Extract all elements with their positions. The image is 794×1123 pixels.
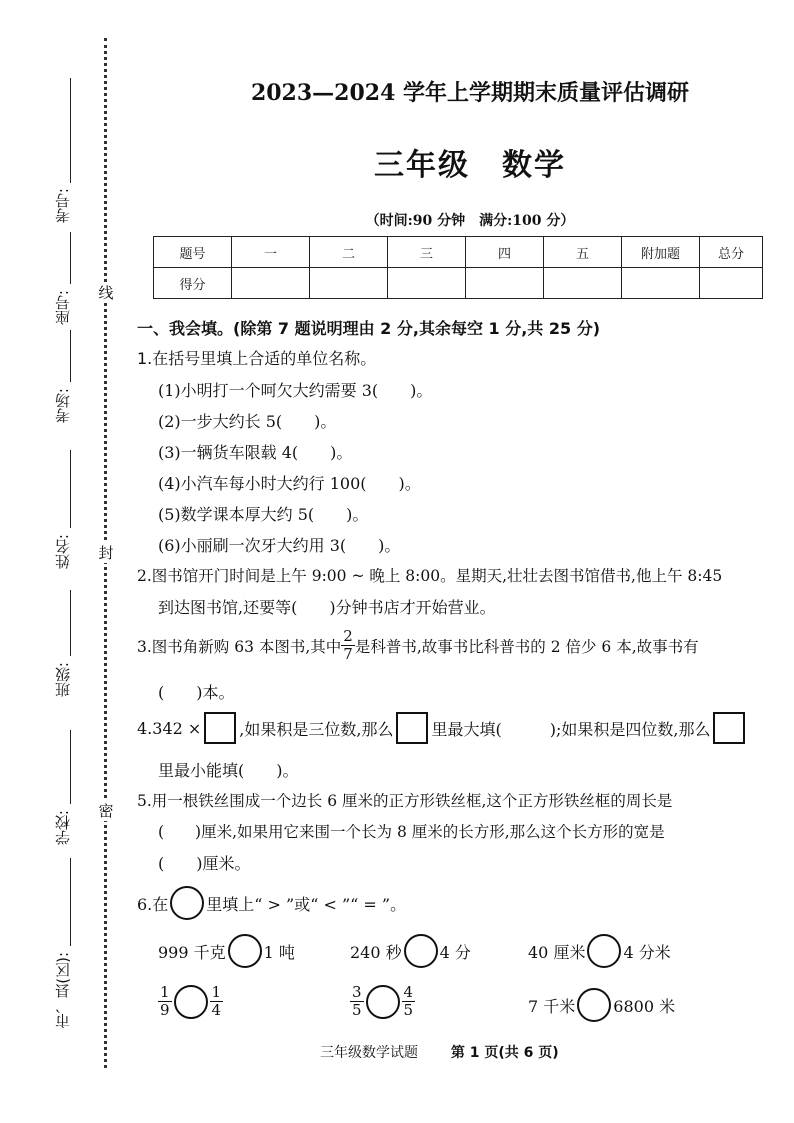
q6-c3-right: 4 分米	[623, 942, 671, 962]
q6-compare-5	[350, 984, 415, 1019]
score-cell-3[interactable]	[388, 268, 466, 299]
q3-fraction-denominator: 7	[343, 645, 353, 663]
q3-line-1	[137, 628, 699, 663]
q3-pre: 3.图书角新购 63 本图书,其中	[137, 637, 342, 656]
q1-item-5: (5)数学课本厚大约 5( )。	[158, 505, 369, 524]
seal-char-line: 线	[96, 282, 116, 303]
q6-c5-left-den: 5	[352, 1001, 362, 1019]
name-line	[70, 450, 71, 528]
score-row-label: 得分	[154, 268, 232, 299]
footer	[320, 1042, 559, 1062]
q1-item-1: (1)小明打一个呵欠大约需要 3( )。	[158, 381, 433, 400]
q6-c5-right-fraction	[402, 984, 416, 1019]
q6-c6-circle[interactable]	[577, 988, 611, 1022]
q2-line-2: 到达图书馆,还要等( )分钟书店才开始营业。	[158, 598, 496, 617]
score-head-1: 一	[232, 237, 310, 268]
q4-part-b: ,如果积是三位数,那么	[239, 719, 394, 739]
q6-c1-right: 1 吨	[263, 942, 295, 962]
q3-line-2: ( )本。	[158, 683, 235, 702]
score-cell-bonus[interactable]	[622, 268, 700, 299]
time-info: （时间:90 分钟 满分:100 分）	[365, 213, 575, 229]
score-head-bonus: 附加题	[622, 237, 700, 268]
class-line	[70, 590, 71, 656]
q6-c4-circle[interactable]	[174, 985, 208, 1019]
seat-number-label: 座号:	[54, 290, 72, 326]
seat-number-field[interactable]	[52, 232, 74, 342]
section-1-heading: 一、我会填。(除第 7 题说明理由 2 分,其余每空 1 分,共 25 分)	[137, 319, 601, 338]
exam-title: 2023—2024 学年上学期期末质量评估调研	[250, 80, 690, 106]
q3-post: 是科普书,故事书比科普书的 2 倍少 6 本,故事书有	[354, 637, 699, 656]
q6-compare-1	[158, 934, 295, 968]
q4-box-2[interactable]	[396, 712, 428, 744]
q6-c5-left-num: 3	[352, 983, 362, 1001]
score-table-header-row	[154, 237, 763, 268]
q2-line-1: 2.图书馆开门时间是上午 9:00 ~ 晚上 8:00。星期天,壮壮去图书馆借书,他上午 8:45	[137, 567, 723, 585]
score-head-2: 二	[310, 237, 388, 268]
name-label: 姓名:	[54, 534, 72, 570]
q6-c5-circle[interactable]	[366, 985, 400, 1019]
score-table-score-row	[154, 268, 763, 299]
seal-char-seal: 封	[96, 542, 116, 563]
city-county-field[interactable]	[52, 858, 74, 1038]
q4-part-a: 4.342 ×	[137, 718, 202, 738]
q6-compare-6	[528, 988, 675, 1022]
footer-left: 三年级数学试题	[320, 1045, 418, 1061]
q6-c1-left: 999 千克	[158, 942, 226, 962]
q4-box-3[interactable]	[713, 712, 745, 744]
q1-item-4: (4)小汽车每小时大约行 100( )。	[158, 474, 421, 493]
footer-page: 第 1 页(共 6 页)	[450, 1045, 559, 1061]
score-table	[153, 236, 763, 299]
q6-compare-3	[528, 934, 671, 968]
school-line	[70, 730, 71, 804]
score-cell-1[interactable]	[232, 268, 310, 299]
score-head-3: 三	[388, 237, 466, 268]
city-county-line	[70, 858, 71, 946]
class-label: 班级:	[54, 662, 72, 698]
exam-number-label: 考号:	[54, 188, 72, 224]
q6-c3-circle[interactable]	[587, 934, 621, 968]
q6-c2-circle[interactable]	[404, 934, 438, 968]
score-head-total: 总分	[700, 237, 763, 268]
exam-room-line	[70, 330, 71, 382]
q6-c6-right: 6800 米	[613, 996, 676, 1016]
q6-c5-right-num: 4	[403, 983, 414, 1001]
exam-number-field[interactable]	[52, 78, 74, 238]
score-cell-2[interactable]	[310, 268, 388, 299]
q6-c2-right: 4 分	[439, 942, 471, 962]
q6-c4-right-fraction	[210, 984, 224, 1019]
q6-compare-4	[158, 984, 223, 1019]
q1-stem: 1.在括号里填上合适的单位名称。	[137, 349, 377, 368]
exam-number-line	[70, 78, 71, 183]
q6-c4-left-fraction	[158, 984, 172, 1019]
q6-stem-circle	[170, 886, 204, 920]
city-county-label: 市、县(区):	[54, 952, 72, 1029]
q1-item-3: (3)一辆货车限载 4( )。	[158, 443, 353, 462]
q6-part-a: 6.在	[137, 894, 169, 914]
q6-c4-left-num: 1	[160, 983, 170, 1001]
class-field[interactable]	[52, 590, 74, 710]
q6-c4-right-num: 1	[211, 983, 222, 1001]
q6-c4-left-den: 9	[160, 1001, 170, 1019]
q3-fraction	[341, 628, 355, 663]
q6-c2-left: 240 秒	[350, 942, 402, 962]
q4-box-1[interactable]	[204, 712, 236, 744]
score-head-4: 四	[466, 237, 544, 268]
name-field[interactable]	[52, 450, 74, 590]
q6-c5-left-fraction	[350, 984, 364, 1019]
q4-line-1	[137, 712, 748, 744]
score-head-label: 题号	[154, 237, 232, 268]
q4-line-2: 里最小能填( )。	[158, 761, 299, 780]
q4-part-c: 里最大填( );如果积是四位数,那么	[431, 719, 711, 739]
score-cell-total[interactable]	[700, 268, 763, 299]
school-label: 学校:	[54, 810, 72, 846]
q5-line-1: 5.用一根铁丝围成一个边长 6 厘米的正方形铁丝框,这个正方形铁丝框的周长是	[137, 792, 673, 810]
q1-item-2: (2)一步大约长 5( )。	[158, 412, 337, 431]
school-field[interactable]	[52, 730, 74, 850]
q3-fraction-numerator: 2	[343, 627, 353, 645]
q5-line-2: ( )厘米,如果用它来围一个长为 8 厘米的长方形,那么这个长方形的宽是	[158, 823, 665, 841]
exam-room-label: 考场:	[54, 388, 72, 424]
q5-line-3: ( )厘米。	[158, 854, 251, 873]
q6-stem	[137, 886, 406, 920]
q6-c5-right-den: 5	[403, 1001, 414, 1019]
seat-number-line	[70, 232, 71, 284]
q6-c6-left: 7 千米	[528, 996, 576, 1016]
score-cell-5[interactable]	[544, 268, 622, 299]
q6-c3-left: 40 厘米	[528, 942, 586, 962]
score-cell-4[interactable]	[466, 268, 544, 299]
exam-room-field[interactable]	[52, 330, 74, 430]
seal-char-secret: 密	[96, 800, 116, 821]
q6-part-b: 里填上“ > ”或“ < ”“ = ”。	[206, 894, 407, 914]
score-head-5: 五	[544, 237, 622, 268]
q1-item-6: (6)小丽刷一次牙大约用 3( )。	[158, 536, 401, 555]
q6-c4-right-den: 4	[211, 1001, 222, 1019]
exam-subtitle: 三年级 数学	[374, 148, 566, 183]
q6-compare-2	[350, 934, 471, 968]
q6-c1-circle[interactable]	[228, 934, 262, 968]
